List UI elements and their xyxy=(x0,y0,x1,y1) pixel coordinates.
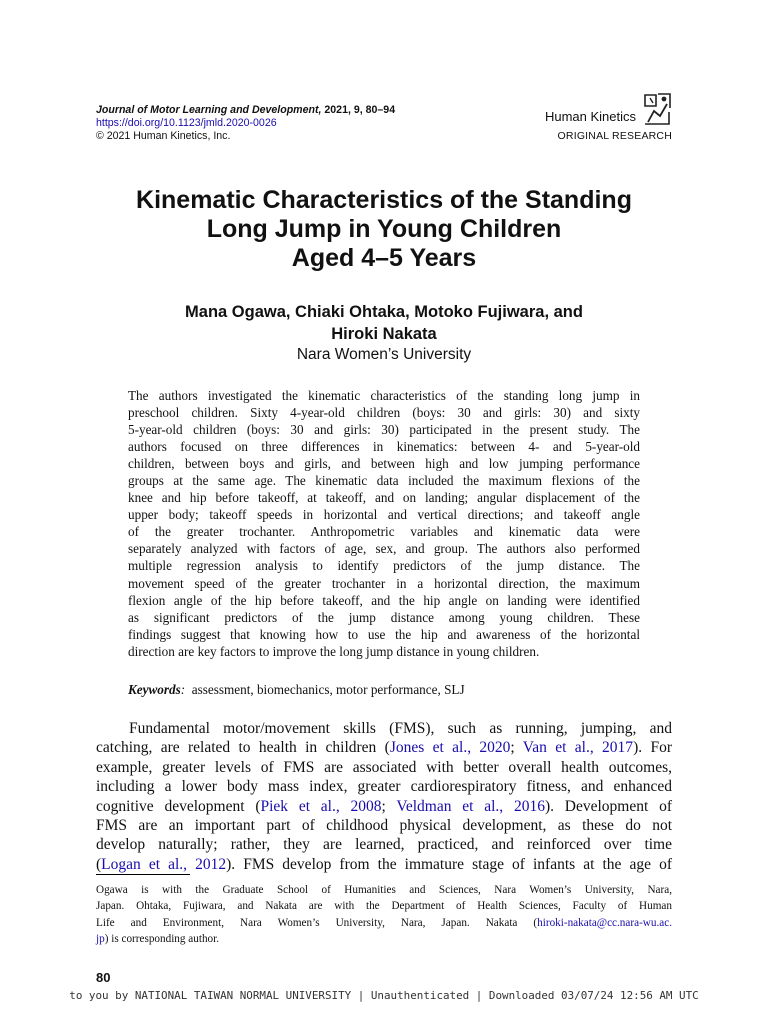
abstract-line: separately analyzed with factors of age, sex, and group. The authors also performed xyxy=(128,541,640,557)
footnote-line: jp) is corresponding author. xyxy=(96,933,220,946)
title-line: Long Jump in Young Children xyxy=(206,215,562,243)
citation-link[interactable]: Logan et al., 2012 xyxy=(101,855,227,873)
publisher-block xyxy=(545,92,672,143)
title-line: Aged 4–5 Years xyxy=(291,244,477,272)
copyright: © 2021 Human Kinetics, Inc. xyxy=(96,130,231,142)
body-line: develop naturally; rather, they are learned, practiced, and reinforced over time xyxy=(96,836,672,854)
citation-link[interactable]: Jones et al., 2020 xyxy=(389,739,511,757)
doi-link[interactable]: https://doi.org/10.1123/jmld.2020-0026 xyxy=(96,117,277,129)
abstract-line: as significant predictors of the jump distance among young children. These xyxy=(128,609,640,625)
abstract-line: findings suggest that knowing how to use the hip and awareness of the horizontal xyxy=(128,626,640,642)
footnote-divider xyxy=(96,874,190,875)
title-line: Kinematic Characteristics of the Standing xyxy=(136,186,632,214)
article-title xyxy=(0,186,768,273)
body-line: cognitive development (Piek et al., 2008; Veldman et al., 2016). Development of xyxy=(96,797,672,815)
body-line: catching, are related to health in children (Jones et al., 2020; Van et al., 2017). For xyxy=(96,739,672,757)
abstract-line: children, between boys and girls, and between high and low jumping performance xyxy=(128,456,640,472)
keywords-colon: : xyxy=(180,682,186,697)
body-line: Fundamental motor/movement skills (FMS), such as running, jumping, and xyxy=(129,720,672,737)
email-link[interactable]: hiroki-nakata@cc.nara-wu.ac. xyxy=(537,916,672,929)
author-line: Hiroki Nakata xyxy=(331,325,437,343)
abstract-line: movement speed of the greater trochanter in a horizontal direction, the maximum xyxy=(128,575,640,591)
body-line: including a lower body mass index, greater cardiorespiratory fitness, and enhanced xyxy=(96,778,672,796)
author-line: Mana Ogawa, Chiaki Ohtaka, Motoko Fujiwara, and xyxy=(185,303,583,321)
page-number: 80 xyxy=(96,970,111,985)
abstract-line: flexion angle of the hip before takeoff, and the hip angle on landing were identified xyxy=(128,592,640,608)
footnote-line: Japan. Ohtaka, Fujiwara, and Nakata are with the Department of Health Sciences, Faculty of Human xyxy=(96,900,672,913)
author-footnote xyxy=(96,882,672,948)
abstract xyxy=(128,387,640,660)
journal-info xyxy=(96,104,395,143)
journal-name: Journal of Motor Learning and Development, xyxy=(96,104,322,116)
affiliation: Nara Women’s University xyxy=(296,346,472,363)
keywords-label: Keywords xyxy=(128,682,181,697)
abstract-line: authors focused on three differences in kinematics: between 4- and 5-year-old xyxy=(128,439,640,455)
publisher-name: Human Kinetics xyxy=(544,109,636,124)
abstract-line: upper body; takeoff speeds in horizontal and vertical directions; and takeoff angle xyxy=(128,507,640,523)
abstract-line: of the greater trochanter. Anthropometric variables and kinematic data were xyxy=(128,524,640,540)
citation-link[interactable]: Piek et al., 2008 xyxy=(260,797,382,815)
footnote-line: Ogawa is with the Graduate School of Humanities and Sciences, Nara Women’s University, Nara, xyxy=(96,884,672,896)
email-link-continuation[interactable]: jp xyxy=(96,933,105,946)
journal-issue: 2021, 9, 80–94 xyxy=(324,104,396,116)
authors xyxy=(0,301,768,345)
abstract-line: direction are key factors to improve the long jump distance in young children. xyxy=(128,643,540,659)
body-paragraph xyxy=(96,719,672,874)
keywords xyxy=(128,681,465,698)
journal-citation xyxy=(96,104,395,117)
abstract-line: 5-year-old children (boys: 30 and girls: 30) participated in the present study. The xyxy=(128,422,640,438)
footnote-line: Life and Environment, Nara Women’s University, Nara, Japan. Nakata (hiroki-nakata@cc.nara-wu.ac. xyxy=(96,916,672,929)
abstract-line: The authors investigated the kinematic characteristics of the standing long jump in xyxy=(128,388,640,403)
abstract-line: multiple regression analysis to identify predictors of the jump distance. The xyxy=(128,558,640,574)
body-line: example, greater levels of FMS are associated with better overall health outcomes, xyxy=(96,758,672,776)
abstract-line: preschool children. Sixty 4-year-old children (boys: 30 and girls: 30) and sixty xyxy=(128,405,640,421)
article-type: ORIGINAL RESEARCH xyxy=(557,130,672,142)
human-kinetics-logo-icon xyxy=(642,92,672,126)
citation-link[interactable]: Veldman et al., 2016 xyxy=(396,797,545,815)
abstract-line: knee and hip before takeoff, at takeoff, and on landing; angular displacement of the xyxy=(128,490,640,506)
body-line: FMS are an important part of childhood physical development, as these do not xyxy=(96,817,672,835)
body-line: (Logan et al., 2012). FMS develop from the immature stage of infants at the age of xyxy=(96,855,672,873)
abstract-line: groups at the same age. The kinematic data included the maximum flexions of the xyxy=(128,473,640,489)
citation-link[interactable]: Van et al., 2017 xyxy=(522,739,634,757)
keywords-text: assessment, biomechanics, motor performance, SLJ xyxy=(191,682,465,697)
download-notice: to you by NATIONAL TAIWAN NORMAL UNIVERSITY | Unauthenticated | Downloaded 03/07/24 12:56 AM UTC xyxy=(69,989,699,1002)
